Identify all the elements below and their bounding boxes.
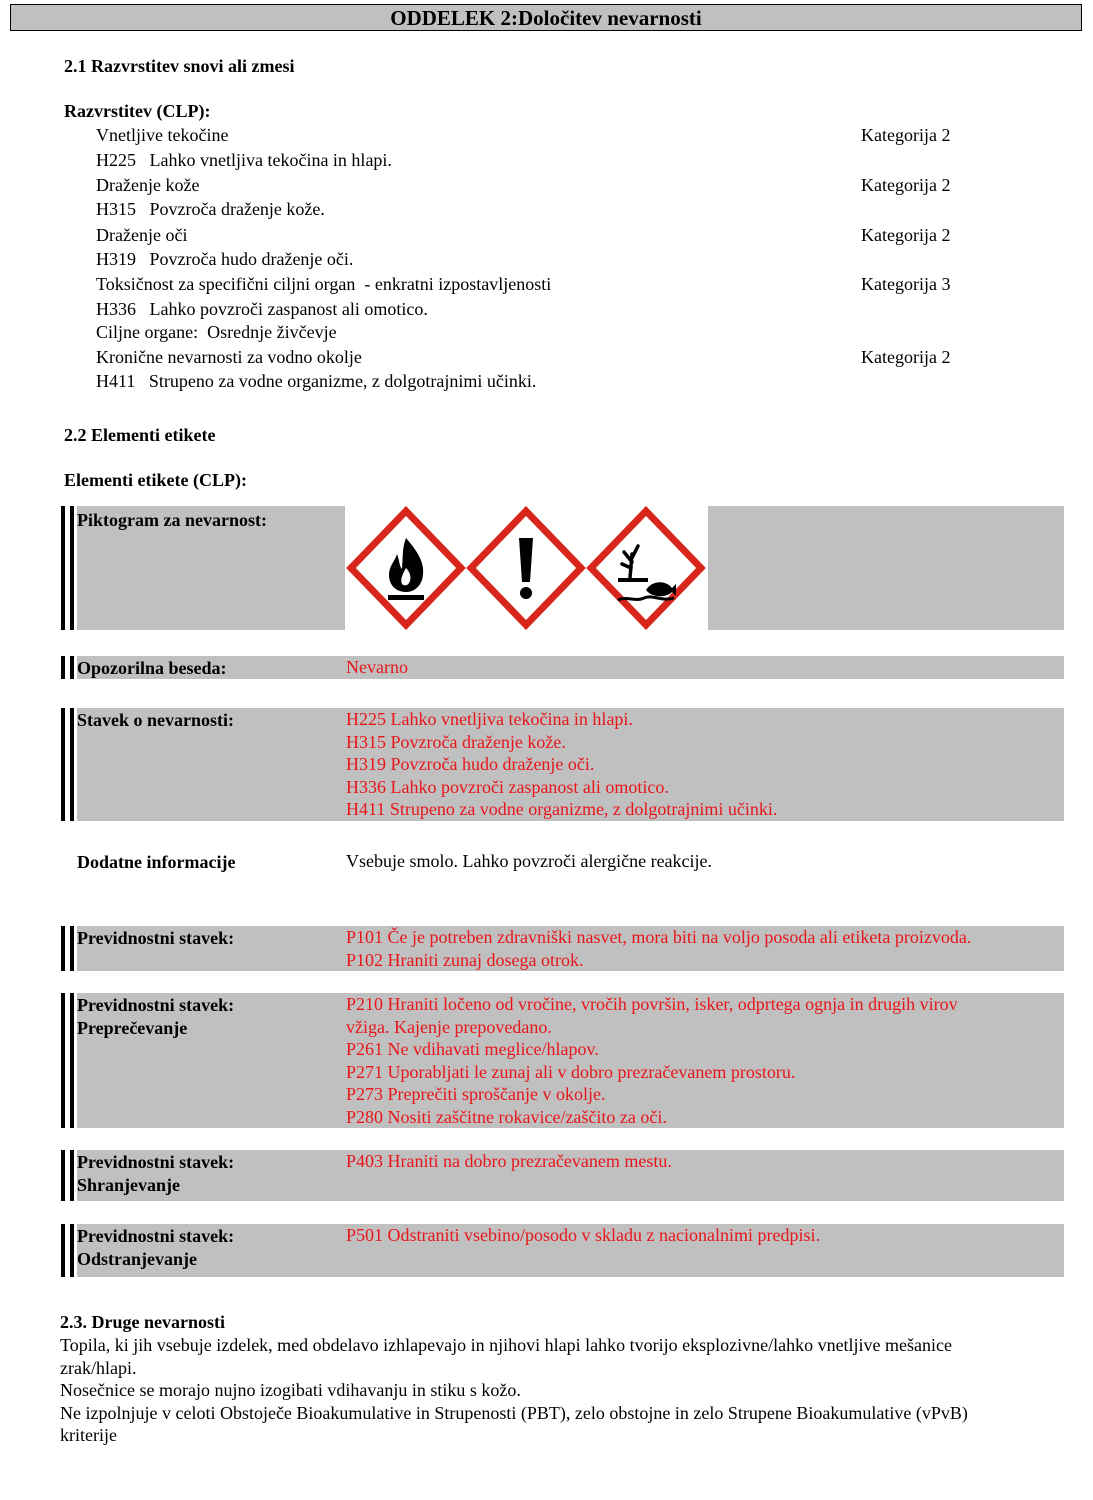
other-hazards-line: zrak/hlapi. bbox=[60, 1357, 137, 1378]
precautionary-line: P261 Ne vdihavati meglice/hlapov. bbox=[346, 1039, 599, 1059]
signal-word-row bbox=[61, 656, 1064, 679]
classification-row-category: Kategorija 2 bbox=[861, 225, 951, 245]
section-2-2-heading: 2.2 Elementi etikete bbox=[64, 425, 216, 445]
hazard-statements-block bbox=[61, 708, 1064, 821]
clp-classification-heading: Razvrstitev (CLP): bbox=[64, 101, 211, 121]
classification-row-text: Kronične nevarnosti za vodno okolje bbox=[96, 347, 362, 367]
classification-row-category: Kategorija 3 bbox=[861, 274, 951, 294]
classification-row-text: Toksičnost za specifični ciljni organ - enkratni izpostavljenosti bbox=[96, 274, 552, 294]
hazard-statement-line: H225 Lahko vnetljiva tekočina in hlapi. bbox=[346, 709, 633, 729]
classification-row-text: Vnetljive tekočine bbox=[96, 125, 229, 145]
precautionary-line: P101 Če je potreben zdravniški nasvet, mora biti na voljo posoda ali etiketa proizvoda. bbox=[346, 927, 972, 947]
hazard-statement-line: H411 Strupeno za vodne organizme, z dolgotrajnimi učinki. bbox=[346, 799, 778, 819]
precautionary-line: P280 Nositi zaščitne rokavice/zaščito za oči. bbox=[346, 1106, 667, 1127]
classification-row-text: H319 Povzroča hudo draženje oči. bbox=[96, 249, 354, 269]
classification-row-category: Kategorija 2 bbox=[861, 125, 951, 145]
precautionary-line: P102 Hraniti zunaj dosega otrok. bbox=[346, 949, 584, 970]
classification-row-category: Kategorija 2 bbox=[861, 175, 951, 195]
hazard-statement-line: H319 Povzroča hudo draženje oči. bbox=[346, 754, 595, 774]
environment-icon bbox=[586, 506, 706, 630]
section-header: ODDELEK 2:Določitev nevarnosti bbox=[10, 4, 1082, 31]
flame-icon bbox=[346, 506, 466, 630]
exclamation-mark-icon bbox=[466, 506, 586, 630]
precautionary-line: P271 Uporabljati le zunaj ali v dobro prezračevanem prostoru. bbox=[346, 1061, 796, 1082]
precautionary-line: vžiga. Kajenje prepovedano. bbox=[346, 1016, 552, 1037]
classification-row-text: H315 Povzroča draženje kože. bbox=[96, 199, 325, 219]
precautionary-line: P501 Odstraniti vsebino/posodo v skladu z nacionalnimi predpisi. bbox=[346, 1225, 820, 1245]
hazard-statement-label: Stavek o nevarnosti: bbox=[77, 710, 234, 730]
other-hazards-line: Ne izpolnjuje v celoti Obstoječe Bioakumulative in Strupenosti (PBT), zelo obstojne in zelo Strupene Bioakumulative (vPvB) bbox=[60, 1402, 968, 1423]
precautionary-line: P210 Hraniti ločeno od vročine, vročih površin, isker, odprtega ognja in drugih virov bbox=[346, 994, 958, 1014]
signal-word-label: Opozorilna beseda: bbox=[77, 658, 227, 678]
pictogram-label: Piktogram za nevarnost: bbox=[77, 510, 267, 530]
precautionary-label: Previdnostni stavek: bbox=[77, 928, 235, 948]
precautionary-disposal-block bbox=[61, 1224, 1064, 1277]
precautionary-label: Previdnostni stavek: bbox=[77, 1226, 235, 1246]
precautionary-sublabel: Shranjevanje bbox=[77, 1175, 180, 1195]
other-hazards-line: Nosečnice se morajo nujno izogibati vdihavanju in stiku s kožo. bbox=[60, 1380, 521, 1400]
precautionary-line: P273 Preprečiti sproščanje v okolje. bbox=[346, 1084, 606, 1104]
precautionary-line: P403 Hraniti na dobro prezračevanem mestu. bbox=[346, 1151, 672, 1171]
precautionary-label: Previdnostni stavek: bbox=[77, 1152, 235, 1172]
precautionary-label: Previdnostni stavek: bbox=[77, 995, 235, 1015]
precautionary-general-block bbox=[61, 926, 1064, 971]
classification-row-text: Ciljne organe: Osrednje živčevje bbox=[96, 322, 337, 342]
hazard-statement-line: H315 Povzroča draženje kože. bbox=[346, 731, 566, 752]
other-hazards-line: kriterije bbox=[60, 1425, 117, 1445]
other-hazards-line: Topila, ki jih vsebuje izdelek, med obdelavo izhlapevajo in njihovi hlapi lahko tvorijo eksplozivne/lahko vnetljive mešanice bbox=[60, 1335, 953, 1355]
classification-row-text: Draženje kože bbox=[96, 175, 200, 195]
classification-row-category: Kategorija 2 bbox=[861, 347, 951, 367]
clp-label-heading: Elementi etikete (CLP): bbox=[64, 470, 247, 490]
precautionary-storage-block bbox=[61, 1150, 1064, 1201]
precautionary-sublabel: Odstranjevanje bbox=[77, 1249, 197, 1269]
additional-info-label: Dodatne informacije bbox=[77, 852, 236, 872]
classification-row-text: H225 Lahko vnetljiva tekočina in hlapi. bbox=[96, 150, 392, 170]
section-2-3-heading: 2.3. Druge nevarnosti bbox=[60, 1312, 225, 1332]
signal-word: Nevarno bbox=[346, 657, 408, 677]
precautionary-sublabel: Preprečevanje bbox=[77, 1018, 188, 1038]
classification-row-text: Draženje oči bbox=[96, 225, 188, 245]
classification-row-text: H411 Strupeno za vodne organizme, z dolgotrajnimi učinki. bbox=[96, 371, 537, 391]
classification-row-text: H336 Lahko povzroči zaspanost ali omotico. bbox=[96, 299, 428, 319]
section-2-1-heading: 2.1 Razvrstitev snovi ali zmesi bbox=[64, 56, 295, 76]
pictogram-block bbox=[61, 506, 1064, 630]
additional-info-text: Vsebuje smolo. Lahko povzroči alergične reakcije. bbox=[346, 851, 713, 871]
hazard-statement-line: H336 Lahko povzroči zaspanost ali omotico. bbox=[346, 776, 669, 797]
precautionary-prevention-block bbox=[61, 993, 1064, 1128]
other-hazards-text bbox=[60, 1334, 1060, 1447]
